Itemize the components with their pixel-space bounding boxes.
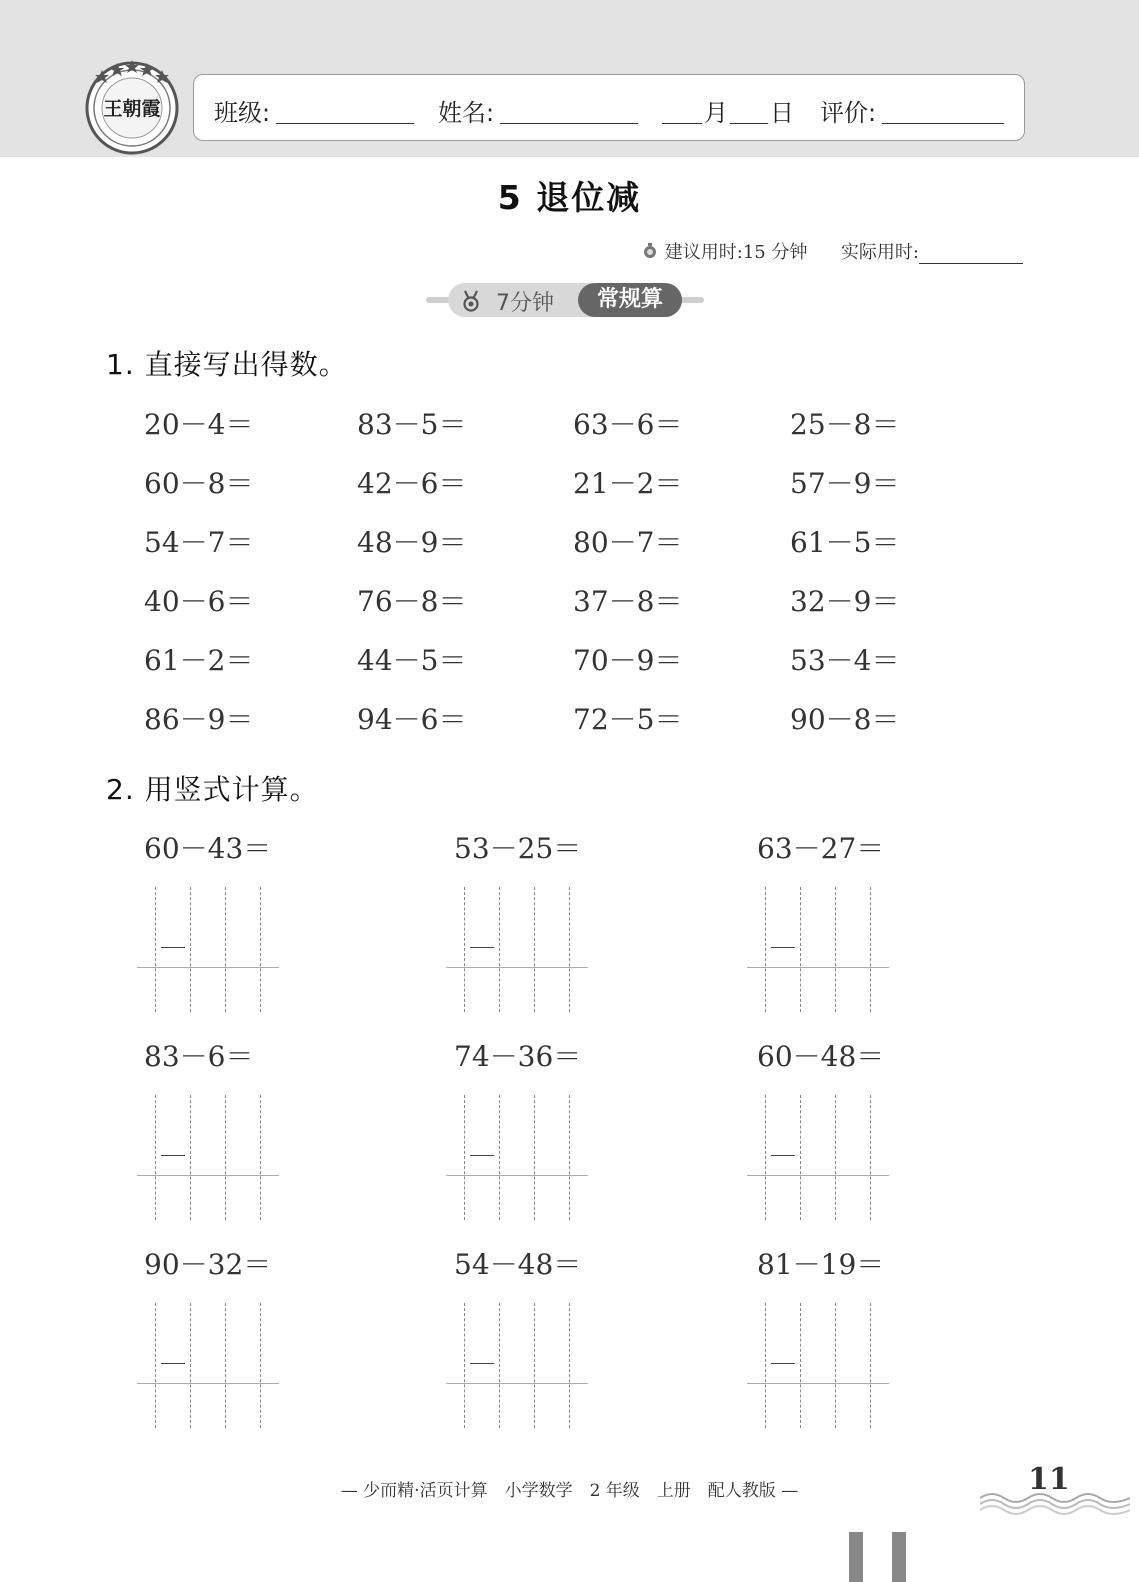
work-grid[interactable] (446, 887, 588, 1012)
publisher-logo (84, 58, 180, 158)
mental-problem: 61－5＝ (790, 526, 900, 559)
work-grid[interactable] (137, 1095, 279, 1220)
mental-problem: 21－2＝ (573, 467, 683, 500)
mental-problem: 20－4＝ (144, 408, 254, 441)
mental-problem: 42－6＝ (357, 467, 467, 500)
vertical-problem: 81－19＝ (757, 1248, 885, 1281)
badge-duration: 7分钟 (496, 291, 554, 316)
mental-problem: 54－7＝ (144, 526, 254, 559)
mental-problem: 44－5＝ (357, 644, 467, 677)
month-label: 月 (704, 99, 728, 127)
work-grid[interactable] (137, 887, 279, 1012)
mental-problem: 60－8＝ (144, 467, 254, 500)
actual-time-blank[interactable] (919, 242, 1023, 264)
month-blank[interactable] (662, 123, 702, 124)
evaluation-label: 评价: (820, 99, 877, 127)
mental-problem: 37－8＝ (573, 585, 683, 618)
badge-tag: 常规算 (578, 283, 682, 317)
vertical-problem: 74－36＝ (454, 1040, 582, 1073)
edge-marker (849, 1532, 863, 1582)
edge-marker (892, 1532, 906, 1582)
section2-heading: 2. 用竖式计算。 (106, 773, 319, 806)
work-grid[interactable] (446, 1303, 588, 1428)
class-label: 班级: (214, 99, 271, 127)
time-badge (426, 283, 704, 317)
mental-problem: 80－7＝ (573, 526, 683, 559)
mental-problem: 63－6＝ (573, 408, 683, 441)
vertical-problem: 54－48＝ (454, 1248, 582, 1281)
mental-problem: 40－6＝ (144, 585, 254, 618)
footer-text: — 少而精·活页计算 小学数学 2 年级 上册 配人教版 — (340, 1481, 799, 1501)
mental-problem: 72－5＝ (573, 703, 683, 736)
page-title: 5 退位减 (497, 178, 642, 217)
actual-time-label: 实际用时: (840, 242, 919, 263)
medal-icon (461, 290, 481, 312)
vertical-problem: 63－27＝ (757, 832, 885, 865)
day-blank[interactable] (730, 123, 768, 124)
mental-problem: 32－9＝ (790, 585, 900, 618)
name-blank[interactable] (500, 123, 638, 124)
page-number: 11 (1028, 1462, 1070, 1497)
mental-problem: 25－8＝ (790, 408, 900, 441)
work-grid[interactable] (747, 1095, 889, 1220)
suggested-time: 建议用时:15 分钟 (664, 242, 808, 263)
mental-problem: 76－8＝ (357, 585, 467, 618)
mental-problem: 94－6＝ (357, 703, 467, 736)
mental-problem: 48－9＝ (357, 526, 467, 559)
work-grid[interactable] (747, 887, 889, 1012)
mental-problem: 70－9＝ (573, 644, 683, 677)
name-label: 姓名: (438, 99, 495, 127)
class-blank[interactable] (276, 123, 414, 124)
mental-problem: 57－9＝ (790, 467, 900, 500)
evaluation-blank[interactable] (882, 123, 1004, 124)
vertical-problem: 60－43＝ (144, 832, 272, 865)
mental-problem: 83－5＝ (357, 408, 467, 441)
time-info (641, 238, 1023, 264)
vertical-problem: 90－32＝ (144, 1248, 272, 1281)
mental-problem: 86－9＝ (144, 703, 254, 736)
section1-heading: 1. 直接写出得数。 (106, 348, 348, 381)
work-grid[interactable] (137, 1303, 279, 1428)
day-label: 日 (770, 99, 794, 127)
work-grid[interactable] (446, 1095, 588, 1220)
vertical-problem: 83－6＝ (144, 1040, 254, 1073)
svg-text:王朝霞: 王朝霞 (103, 98, 161, 120)
student-info-box (193, 74, 1025, 141)
work-grid[interactable] (747, 1303, 889, 1428)
vertical-problem: 60－48＝ (757, 1040, 885, 1073)
mental-problem: 61－2＝ (144, 644, 254, 677)
mental-problem: 90－8＝ (790, 703, 900, 736)
mental-problem: 53－4＝ (790, 644, 900, 677)
clock-decoration-icon (641, 242, 659, 260)
vertical-problem: 53－25＝ (454, 832, 582, 865)
